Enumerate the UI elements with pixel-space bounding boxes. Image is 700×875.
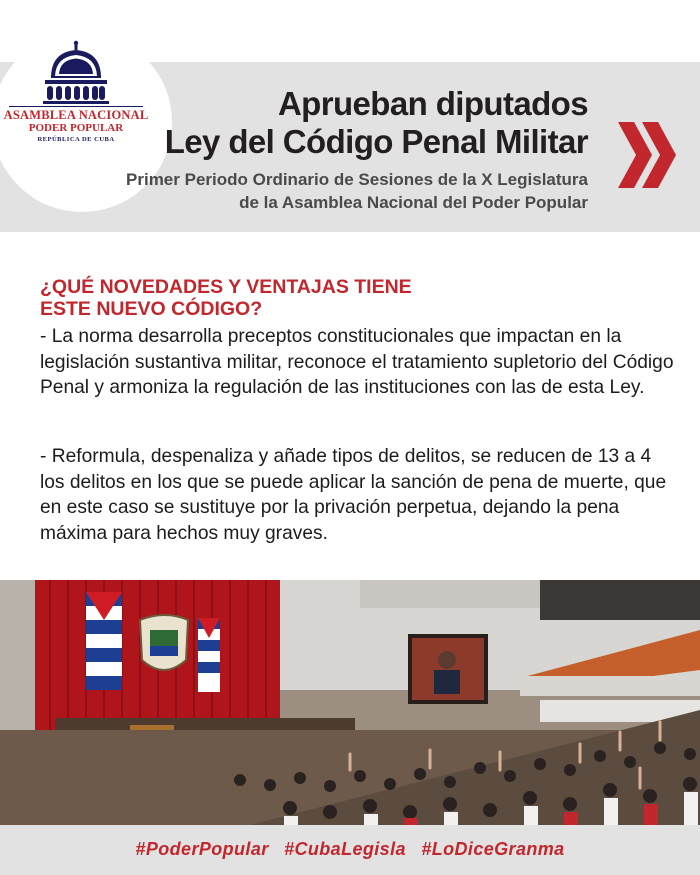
question-line-1: ¿QUÉ NOVEDADES Y VENTAJAS TIENE [40,276,412,298]
hashtag-cuba-legisla[interactable]: #CubaLegisla [284,839,406,859]
logo-rule [9,106,143,107]
logo-country: REPÚBLICA DE CUBA [37,136,115,143]
question-line-2: ESTE NUEVO CÓDIGO? [40,298,263,320]
footer-band [0,825,700,875]
section-question [40,276,412,320]
hashtag-poder-popular[interactable]: #PoderPopular [135,839,269,859]
assembly-logo [0,40,152,160]
parliament-hall-illustration [0,580,700,825]
logo-subtitle: PODER POPULAR [28,122,124,134]
title-line-1: Aprueban diputados [277,85,588,122]
paragraph-2: - Reformula, despenaliza y añade tipos de delitos, se reducen de 13 a 4 los delitos en los que se puede aplicar la sanción de pena de muerte, que en este caso se sustituye por la privación perpetua, dejando la pena máxima para hechos muy graves. [40,446,667,544]
cuban-flag-left [86,592,122,690]
logo-title: ASAMBLEA NACIONAL [3,108,149,122]
hashtag-list [130,839,569,860]
page-subtitle [126,168,588,214]
paragraph-1: - La norma desarrolla preceptos constitucionales que impactan en la legislación sustantiva militar, reconoce el tratamiento supletorio del Código Penal y armoniza la regulación de las instituciones con las de esta Ley. [40,326,674,398]
assembly-session-photo [0,580,700,825]
subtitle-line-1: Primer Periodo Ordinario de Sesiones de la X Legislatura [126,170,588,189]
double-chevron-right-icon [618,122,680,188]
hashtag-lo-dice-granma[interactable]: #LoDiceGranma [421,839,565,859]
page-title [165,85,588,161]
title-line-2: Ley del Código Penal Militar [164,123,588,160]
capitol-dome-icon [39,40,113,104]
subtitle-line-2: de la Asamblea Nacional del Poder Popular [239,193,588,212]
